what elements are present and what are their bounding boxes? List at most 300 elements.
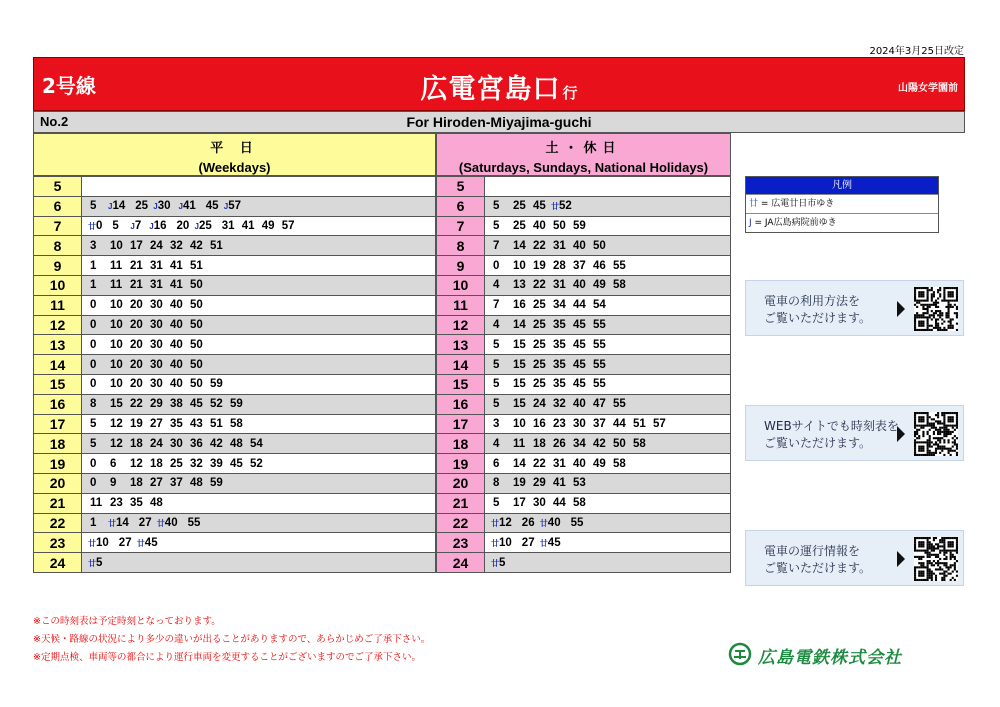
departure-time (533, 220, 551, 232)
timetable-row (34, 177, 436, 197)
departure-minute: 27 (138, 516, 152, 529)
info-box-website[interactable] (745, 405, 964, 461)
departure-minute: 44 (573, 299, 586, 312)
departure-minute: 12 (110, 417, 123, 430)
timetable-row (437, 335, 731, 355)
departure-minute: 59 (210, 477, 223, 490)
departure-time (90, 398, 108, 410)
departure-time (150, 458, 168, 470)
departure-minute: 42 (593, 437, 606, 450)
arrow-right-icon (897, 551, 905, 567)
qr-code-icon[interactable] (914, 412, 958, 456)
departure-minute: 55 (613, 259, 626, 272)
legend-text: = JA広島病院前ゆき (751, 218, 837, 228)
departure-minute: 7 (134, 219, 142, 232)
departure-minute: 30 (150, 318, 163, 331)
departure-minute: 15 (513, 378, 526, 391)
departure-minute: 1 (90, 259, 97, 272)
destination-mark: J (130, 221, 135, 231)
weekend-title-jp: 土・休日 (545, 141, 622, 156)
departure-time (493, 458, 511, 470)
departure-time (553, 339, 571, 351)
departure-time (533, 319, 551, 331)
hour-cell: 9 (437, 256, 485, 276)
departure-minute: 14 (112, 200, 126, 213)
departure-minute: 10 (513, 259, 526, 272)
timetable-row (34, 533, 436, 553)
departure-time (150, 438, 168, 450)
timetable-row (34, 553, 436, 573)
departure-minute: 20 (130, 318, 143, 331)
departure-time (110, 418, 128, 430)
minutes-cell (82, 473, 436, 493)
timetable-row (437, 216, 731, 236)
departure-minute: 6 (493, 457, 500, 470)
minutes-cell (485, 473, 731, 493)
departure-time (230, 418, 248, 430)
departure-minute: 27 (118, 536, 132, 549)
destination-mark: J (194, 221, 199, 231)
departure-minute: 5 (112, 219, 119, 232)
hour-cell: 22 (437, 513, 485, 533)
departure-time (188, 517, 206, 529)
departure-minute: 30 (573, 417, 586, 430)
legend-title: 凡例 (746, 177, 938, 194)
destination-mark: 廿 (491, 518, 499, 528)
info-line: 電車の利用方法を (764, 294, 861, 308)
departure-minute: 0 (90, 358, 97, 371)
departure-time (137, 537, 158, 549)
departure-time (553, 477, 571, 489)
departure-minute: 59 (210, 378, 223, 391)
timetable-row (34, 335, 436, 355)
minutes-cell (82, 394, 436, 414)
departure-time (513, 359, 531, 371)
departure-time (573, 378, 591, 390)
legend-item (746, 194, 938, 213)
departure-time (493, 260, 511, 272)
legend-item (746, 213, 938, 232)
departure-time (653, 418, 671, 430)
info-box-operation[interactable] (745, 530, 964, 586)
departure-time (593, 378, 611, 390)
departure-minute: 32 (170, 239, 183, 252)
hour-cell: 5 (437, 177, 485, 197)
departure-minute: 27 (521, 536, 535, 549)
departure-minute: 0 (90, 378, 97, 391)
info-text (764, 543, 871, 577)
minutes-cell (485, 335, 731, 355)
minutes-cell (485, 256, 731, 276)
departure-time (130, 438, 148, 450)
departure-time (230, 438, 248, 450)
info-line: ご覧いただけます。 (764, 311, 872, 325)
timetable-row (34, 295, 436, 315)
departure-time (593, 279, 611, 291)
minutes-cell (82, 374, 436, 394)
departure-minute: 55 (593, 358, 606, 371)
departure-time (110, 339, 128, 351)
destination-mark: 廿 (108, 518, 116, 528)
departure-minute: 10 (499, 536, 512, 549)
departure-minute: 35 (170, 417, 183, 430)
departure-time (522, 517, 540, 529)
departure-time (130, 299, 148, 311)
departure-minute: 0 (493, 259, 500, 272)
departure-minute: 0 (90, 299, 97, 312)
minutes-cell (82, 196, 436, 216)
departure-time (242, 220, 260, 232)
departure-minute: 52 (210, 398, 223, 411)
timetable-row (437, 553, 731, 573)
departure-time (613, 279, 631, 291)
timetable-row (34, 236, 436, 256)
departure-time (190, 477, 208, 489)
departure-time (130, 339, 148, 351)
departure-minute: 41 (170, 279, 183, 292)
departure-time (110, 299, 128, 311)
departure-time (110, 378, 128, 390)
departure-time (553, 319, 571, 331)
qr-code-icon[interactable] (914, 537, 958, 581)
departure-time (177, 220, 195, 232)
departure-minute: 55 (570, 516, 584, 529)
departure-time (170, 299, 188, 311)
departure-time (533, 438, 551, 450)
departure-time (573, 260, 591, 272)
departure-minute: 1 (90, 516, 97, 529)
departure-time (149, 220, 166, 232)
departure-minute: 25 (198, 219, 212, 232)
timetable-row (437, 275, 731, 295)
departure-time (493, 279, 511, 291)
departure-minute: 50 (190, 279, 203, 292)
departure-time (533, 299, 551, 311)
timetable-row (34, 256, 436, 276)
departure-minute: 30 (150, 358, 163, 371)
departure-minute: 27 (150, 477, 163, 490)
departure-minute: 40 (573, 398, 586, 411)
departure-minute: 31 (553, 457, 566, 470)
departure-minute: 12 (499, 516, 512, 529)
departure-time (170, 418, 188, 430)
departure-time (533, 359, 551, 371)
hour-cell: 17 (34, 414, 82, 434)
departure-minute: 23 (110, 497, 123, 510)
departure-time (110, 260, 128, 272)
departure-minute: 30 (533, 497, 546, 510)
departure-time (522, 537, 540, 549)
qr-code-icon[interactable] (914, 287, 958, 331)
departure-minute: 8 (90, 398, 97, 411)
departure-time (170, 279, 188, 291)
arrow-right-icon (897, 301, 905, 317)
timetable-row (437, 355, 731, 375)
line-name: 2号線 (42, 74, 96, 98)
minutes-cell (485, 177, 731, 197)
departure-minute: 12 (110, 437, 123, 450)
departure-time (170, 319, 188, 331)
departure-minute: 4 (493, 437, 500, 450)
departure-minute: 50 (190, 338, 203, 351)
departure-time (88, 557, 102, 569)
departure-time (573, 497, 591, 509)
weekday-title-jp: 平 日 (210, 141, 259, 156)
minutes-cell (485, 513, 731, 533)
departure-minute: 19 (513, 477, 526, 490)
departure-minute: 35 (553, 318, 566, 331)
hour-cell: 17 (437, 414, 485, 434)
departure-time (90, 477, 108, 489)
departure-minute: 50 (190, 378, 203, 391)
timetable-row (437, 394, 731, 414)
departure-minute: 34 (573, 437, 586, 450)
departure-minute: 18 (150, 457, 163, 470)
departure-minute: 31 (150, 259, 163, 272)
departure-time (130, 220, 141, 232)
departure-time (493, 497, 511, 509)
departure-time (513, 220, 531, 232)
departure-minute: 26 (521, 516, 535, 529)
departure-time (533, 279, 551, 291)
departure-minute: 1 (90, 279, 97, 292)
hour-cell: 5 (34, 177, 82, 197)
company-name: 広島電鉄株式会社 (758, 648, 902, 668)
departure-minute: 11 (90, 497, 103, 510)
departure-minute: 41 (241, 219, 255, 232)
departure-minute: 9 (110, 477, 117, 490)
departure-minute: 5 (493, 200, 500, 213)
departure-time (593, 240, 611, 252)
departure-minute: 8 (493, 477, 500, 490)
departure-minute: 44 (553, 497, 566, 510)
minutes-cell (82, 493, 436, 513)
departure-minute: 40 (573, 239, 586, 252)
departure-minute: 5 (493, 358, 500, 371)
departure-minute: 13 (513, 279, 526, 292)
departure-time (222, 220, 240, 232)
timetable-row (34, 493, 436, 513)
departure-minute: 21 (130, 259, 143, 272)
departure-time (553, 299, 571, 311)
departure-time (150, 378, 168, 390)
hour-cell: 6 (34, 196, 82, 216)
route-subheader (33, 111, 965, 133)
timetable-row (437, 315, 731, 335)
departure-time (553, 497, 571, 509)
departure-time (210, 458, 228, 470)
departure-time (533, 260, 551, 272)
departure-minute: 3 (493, 417, 500, 430)
minutes-cell (485, 315, 731, 335)
timetable-row (437, 236, 731, 256)
departure-minute: 16 (533, 417, 546, 430)
departure-minute: 3 (90, 239, 97, 252)
departure-time (130, 319, 148, 331)
departure-time (493, 240, 511, 252)
departure-time (210, 378, 228, 390)
departure-minute: 35 (553, 378, 566, 391)
departure-time (493, 339, 511, 351)
departure-time (190, 339, 208, 351)
departure-time (190, 438, 208, 450)
departure-time (90, 200, 108, 212)
hour-cell: 9 (34, 256, 82, 276)
departure-time (110, 477, 128, 489)
route-header (33, 57, 965, 111)
minutes-cell (82, 355, 436, 375)
departure-minute: 0 (96, 219, 103, 232)
departure-minute: 0 (90, 457, 97, 470)
departure-minute: 44 (613, 417, 626, 430)
departure-time (613, 438, 631, 450)
departure-time (540, 517, 561, 529)
route-english-title: For Hiroden-Miyajima-guchi (406, 114, 592, 130)
note-line: ※この時刻表は予定時刻となっております。 (33, 616, 221, 627)
departure-minute: 19 (533, 259, 546, 272)
minutes-cell (82, 177, 436, 197)
destination-mark: J (108, 202, 113, 212)
departure-time (90, 418, 108, 430)
legend-mark: 廿 (749, 199, 759, 209)
departure-time (513, 319, 531, 331)
timetable-row (34, 434, 436, 454)
departure-time (90, 517, 108, 529)
departure-minute: 50 (593, 239, 606, 252)
timetable-row (437, 493, 731, 513)
departure-time (573, 339, 591, 351)
departure-minute: 24 (150, 437, 163, 450)
departure-minute: 49 (593, 457, 606, 470)
departure-time (533, 200, 551, 212)
departure-time (157, 517, 178, 529)
departure-time (533, 398, 551, 410)
departure-time (190, 240, 208, 252)
minutes-cell (82, 236, 436, 256)
departure-minute: 32 (190, 457, 203, 470)
departure-minute: 11 (513, 437, 526, 450)
departure-minute: 5 (90, 200, 97, 213)
departure-time (170, 438, 188, 450)
weekend-timetable (436, 176, 731, 573)
info-box-usage[interactable] (745, 280, 964, 336)
hour-cell: 11 (437, 295, 485, 315)
departure-minute: 7 (493, 239, 500, 252)
departure-time (110, 359, 128, 371)
departure-time (170, 477, 188, 489)
departure-minute: 51 (210, 239, 223, 252)
departure-time (90, 260, 108, 272)
hour-cell: 14 (34, 355, 82, 375)
departure-minute: 10 (110, 318, 123, 331)
minutes-cell (485, 374, 731, 394)
weekday-title-en: (Weekdays) (198, 160, 271, 175)
departure-minute: 40 (164, 516, 178, 529)
departure-minute: 29 (533, 477, 546, 490)
departure-time (573, 359, 591, 371)
info-text (764, 418, 899, 452)
departure-time (135, 200, 153, 212)
departure-time (195, 220, 212, 232)
departure-time (190, 378, 208, 390)
departure-minute: 40 (170, 378, 183, 391)
hour-cell: 24 (437, 553, 485, 573)
departure-time (513, 418, 531, 430)
timetable-row (437, 513, 731, 533)
destination-mark: 廿 (551, 202, 559, 212)
departure-minute: 25 (533, 338, 546, 351)
departure-minute: 45 (547, 536, 561, 549)
departure-time (150, 398, 168, 410)
hour-cell: 10 (34, 275, 82, 295)
departure-time (190, 398, 208, 410)
hour-cell: 21 (437, 493, 485, 513)
hour-cell: 15 (34, 374, 82, 394)
departure-minute: 0 (90, 318, 97, 331)
departure-minute: 12 (130, 457, 143, 470)
minutes-cell (485, 533, 731, 553)
destination-mark: 廿 (539, 538, 548, 548)
departure-time (170, 240, 188, 252)
departure-time (491, 537, 512, 549)
departure-time (210, 477, 228, 489)
departure-minute: 50 (190, 299, 203, 312)
hour-cell: 11 (34, 295, 82, 315)
departure-minute: 25 (135, 200, 149, 213)
departure-minute: 17 (513, 497, 526, 510)
departure-time (110, 279, 128, 291)
departure-time (513, 378, 531, 390)
departure-time (493, 438, 511, 450)
departure-minute: 40 (170, 299, 183, 312)
departure-minute: 57 (653, 417, 666, 430)
departure-time (90, 240, 108, 252)
departure-minute: 20 (130, 378, 143, 391)
departure-time (593, 339, 611, 351)
timetable-row (437, 454, 731, 474)
hiroden-logo-icon (728, 642, 752, 666)
departure-minute: 41 (170, 259, 183, 272)
departure-minute: 55 (593, 338, 606, 351)
departure-minute: 45 (573, 358, 586, 371)
minutes-cell (82, 434, 436, 454)
departure-time (513, 497, 531, 509)
departure-minute: 57 (228, 200, 241, 213)
timetable-row (34, 196, 436, 216)
departure-time (150, 279, 168, 291)
departure-minute: 32 (553, 398, 566, 411)
departure-minute: 35 (553, 358, 566, 371)
departure-minute: 10 (110, 338, 123, 351)
departure-minute: 17 (130, 239, 143, 252)
departure-minute: 59 (230, 398, 243, 411)
departure-minute: 58 (633, 437, 646, 450)
minutes-cell (485, 355, 731, 375)
departure-minute: 20 (130, 338, 143, 351)
destination-mark: 廿 (88, 221, 96, 231)
hour-cell: 19 (437, 454, 485, 474)
minutes-cell (485, 414, 731, 434)
departure-minute: 21 (130, 279, 143, 292)
departure-time (553, 378, 571, 390)
departure-time (573, 220, 591, 232)
departure-time (533, 458, 551, 470)
destination-title (34, 67, 964, 106)
minutes-cell (82, 275, 436, 295)
weekday-header (33, 133, 436, 176)
departure-minute: 30 (170, 437, 183, 450)
departure-time (593, 319, 611, 331)
